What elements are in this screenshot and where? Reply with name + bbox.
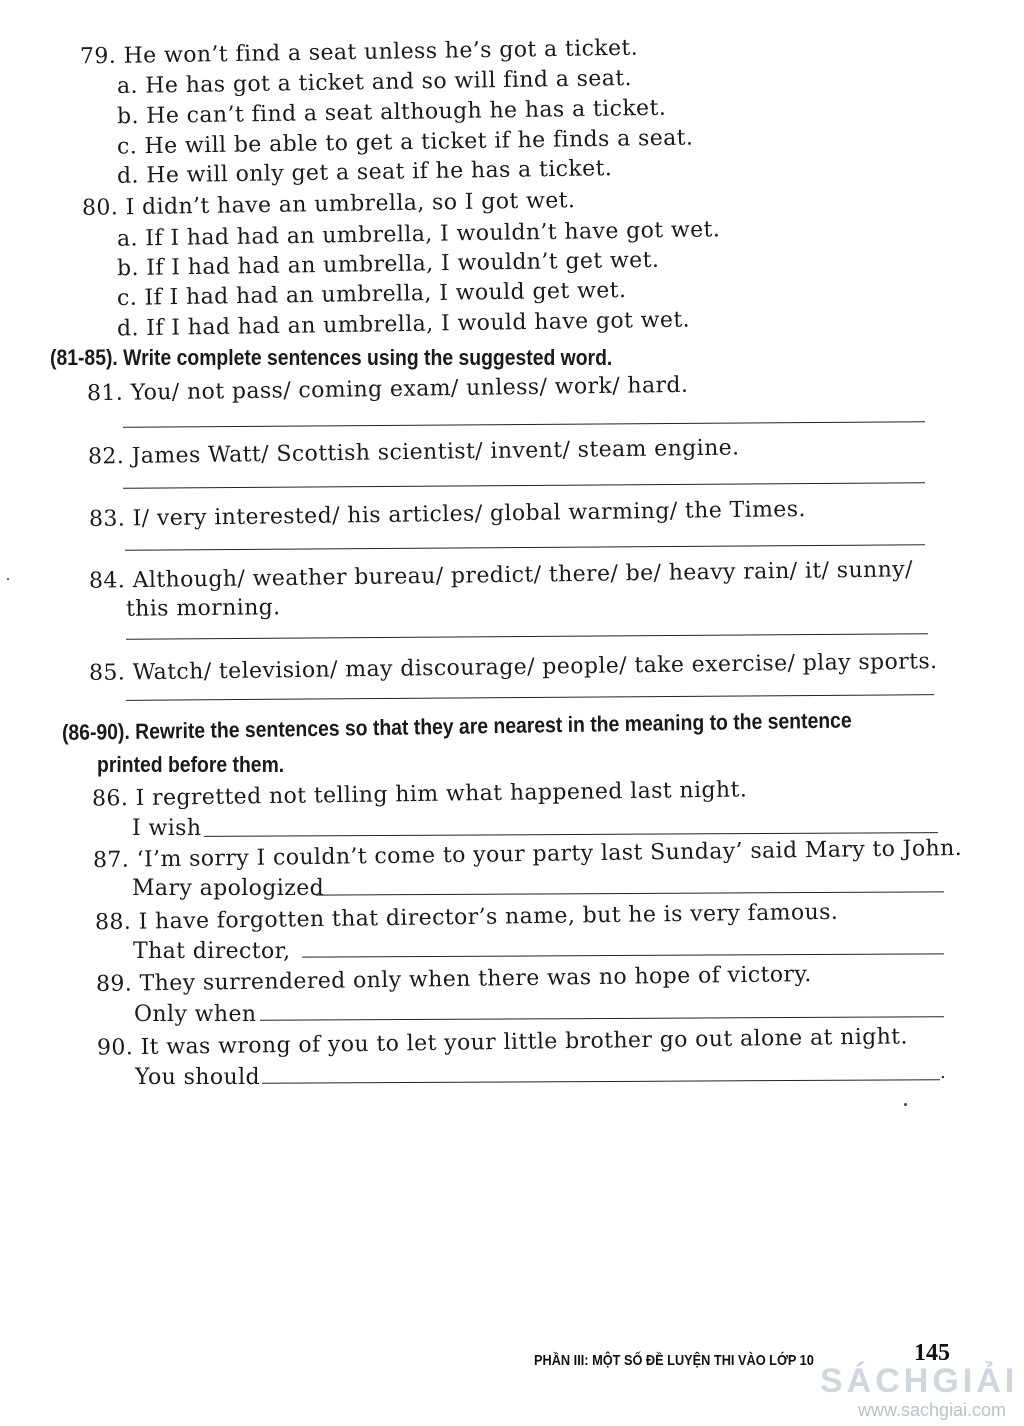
question-90-stem: 90. It was wrong of you to let your little brother go out alone at night. — [96, 1024, 909, 1061]
answer-line-86[interactable] — [204, 832, 938, 837]
question-79-stem: 79. He won’t find a seat unless he’s got a ticket. — [79, 35, 639, 70]
question-80-option-c: c. If I had had an umbrella, I would get wet. — [116, 278, 627, 311]
question-85-prompt: 85. Watch/ television/ may discourage/ people/ take exercise/ play sports. — [88, 649, 938, 686]
question-80-stem: 80. I didn’t have an umbrella, so I got wet. — [81, 188, 576, 221]
section-81-85-heading: (81-85). Write complete sentences using the suggested word. — [50, 345, 613, 370]
question-88-stem: 88. I have forgotten that director’s name, but he is very famous. — [94, 899, 839, 936]
question-89-stem: 89. They surrendered only when there was no hope of victory. — [95, 962, 812, 997]
answer-line-85[interactable] — [126, 694, 934, 701]
question-80-option-d: d. If I had had an umbrella, I would have got wet. — [116, 307, 691, 342]
scan-speck — [7, 578, 9, 580]
question-84-prompt-line-1: 84. Although/ weather bureau/ predict/ there/ be/ heavy rain/ it/ sunny/ — [88, 557, 914, 594]
question-87-stem: 87. ‘I’m sorry I couldn’t come to your party last Sunday’ said Mary to John. — [92, 835, 963, 874]
question-82-prompt: 82. James Watt/ Scottish scientist/ invent/ steam engine. — [87, 435, 740, 470]
question-87-lead: Mary apologized — [132, 876, 325, 901]
answer-line-83[interactable] — [125, 544, 925, 551]
question-79-option-b: b. He can’t find a seat although he has a ticket. — [116, 95, 667, 130]
answer-line-82[interactable] — [123, 482, 925, 489]
question-81-prompt: 81. You/ not pass/ coming exam/ unless/ work/ hard. — [86, 372, 689, 407]
answer-line-87[interactable] — [316, 891, 944, 895]
answer-line-90-period: . — [940, 1062, 947, 1083]
question-83-prompt: 83. I/ very interested/ his articles/ global warming/ the Times. — [88, 496, 807, 533]
question-86-stem: 86. I regretted not telling him what happened last night. — [91, 777, 748, 812]
question-80-option-b: b. If I had had an umbrella, I wouldn’t get wet. — [116, 247, 660, 282]
question-79-option-a: a. He has got a ticket and so will find a seat. — [116, 65, 633, 100]
answer-line-90[interactable] — [262, 1079, 940, 1084]
question-90-lead: You should — [135, 1065, 261, 1090]
section-86-90-heading: (86-90). Rewrite the sentences so that they are nearest in the meaning to the sentence — [61, 707, 852, 745]
answer-line-84[interactable] — [126, 633, 928, 640]
question-88-lead: That director, — [133, 939, 291, 964]
answer-line-81[interactable] — [123, 421, 925, 428]
question-80-option-a: a. If I had had an umbrella, I wouldn’t have got wet. — [116, 217, 721, 252]
page-number: 145 — [914, 1340, 950, 1366]
section-86-90-heading-cont: printed before them. — [97, 752, 285, 777]
question-86-lead: I wish — [132, 816, 202, 841]
question-84-prompt-line-2: this morning. — [125, 595, 281, 622]
scan-speck — [904, 1103, 907, 1106]
watermark-logo: SÁCHGIẢI — [820, 1362, 1019, 1400]
footer-section-label: PHẦN III: MỘT SỐ ĐỀ LUYỆN THI VÀO LỚP 10 — [534, 1352, 814, 1369]
question-79-option-d: d. He will only get a seat if he has a ticket. — [116, 156, 613, 189]
answer-line-88[interactable] — [302, 953, 944, 957]
question-89-lead: Only when — [134, 1002, 257, 1027]
answer-line-89[interactable] — [260, 1016, 944, 1021]
question-79-option-c: c. He will be able to get a ticket if he finds a seat. — [116, 125, 694, 160]
watermark-url: www.sachgiai.com — [858, 1400, 1007, 1420]
